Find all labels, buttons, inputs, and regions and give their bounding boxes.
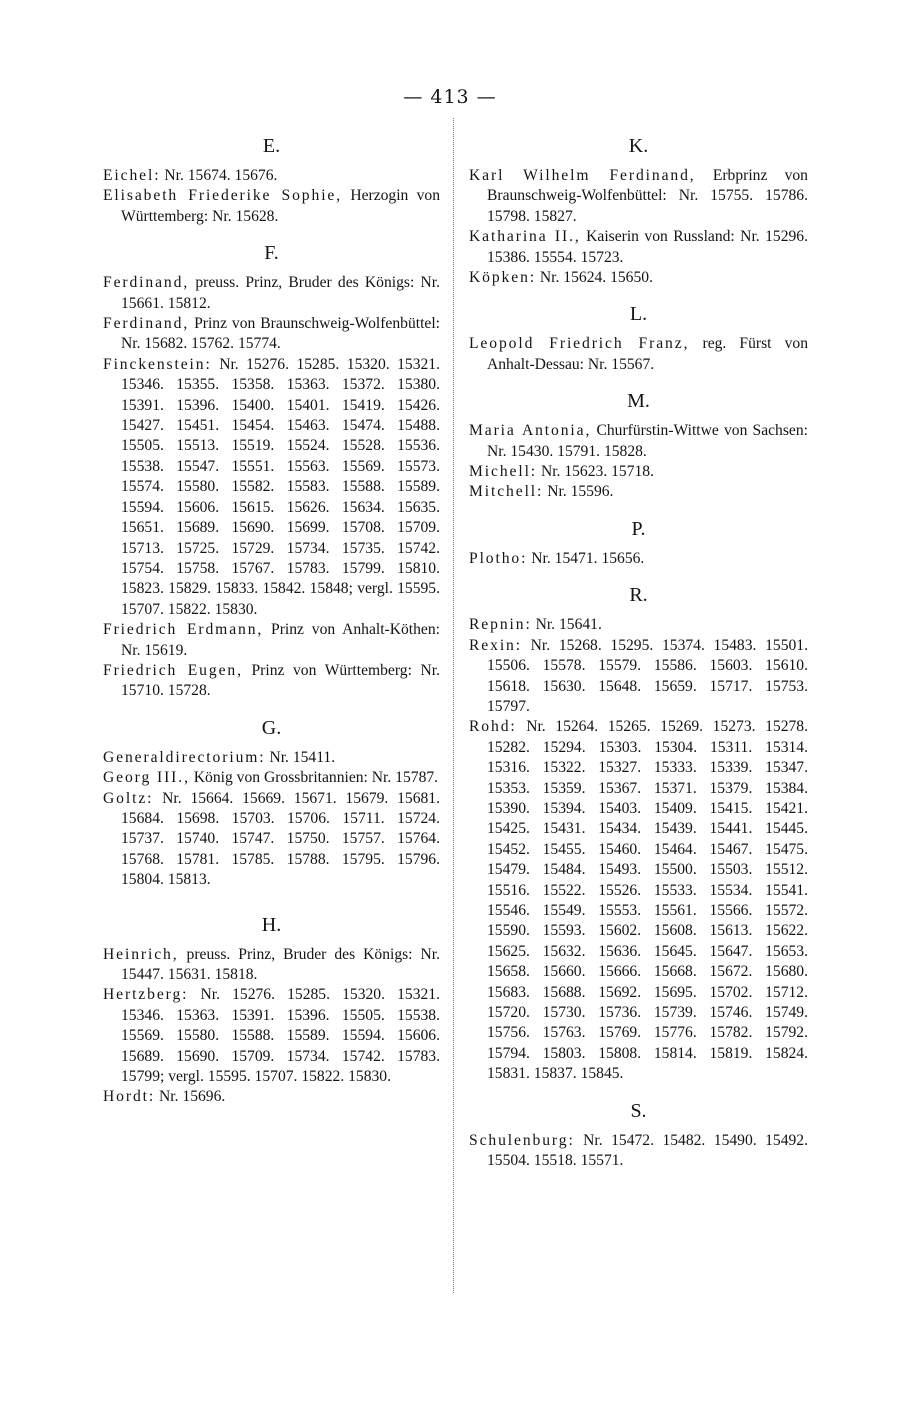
index-entry bbox=[469, 549, 808, 569]
entry-name: Heinrich, bbox=[103, 945, 179, 963]
entry-text: preuss. Prinz, Bruder des Königs: Nr. 15661. 15812. bbox=[121, 274, 441, 312]
entry-text: Nr. 15696. bbox=[159, 1088, 226, 1106]
entry-text: Nr. 15596. bbox=[547, 483, 614, 501]
entry-name: Leopold Friedrich Franz, bbox=[469, 335, 690, 353]
index-entry bbox=[103, 273, 440, 314]
entry-name: Friedrich Erdmann, bbox=[103, 621, 264, 639]
entry-name: Goltz: bbox=[103, 789, 154, 807]
entry-name: Maria Antonia, bbox=[469, 422, 592, 440]
entry-name: Mitchell: bbox=[469, 483, 544, 501]
index-entry bbox=[103, 945, 440, 986]
index-entry bbox=[103, 186, 440, 227]
entry-text: Prinz von Anhalt-Köthen: Nr. 15619. bbox=[121, 621, 440, 659]
index-entry bbox=[103, 166, 440, 186]
entry-name: Eichel: bbox=[103, 167, 161, 184]
entry-text: Prinz von Braunschweig-Wolfenbüttel: Nr. 15682. 15762. 15774. bbox=[121, 315, 440, 353]
index-entry bbox=[469, 334, 808, 375]
section-letter-l: L. bbox=[629, 303, 648, 326]
section-letter-h: H. bbox=[261, 913, 282, 936]
index-entry bbox=[469, 1131, 808, 1172]
entry-text: Nr. 15641. bbox=[535, 616, 602, 634]
index-entry bbox=[103, 748, 440, 768]
entry-text: Churfürstin-Wittwe von Sachsen: Nr. 15430. 15791. 15828. bbox=[487, 422, 808, 460]
entry-text: Nr. 15624. 15650. bbox=[539, 269, 653, 287]
page-number: — 413 — bbox=[403, 86, 497, 108]
section-letter-f: F. bbox=[264, 242, 279, 265]
index-entry bbox=[469, 166, 808, 227]
entry-name: Karl Wilhelm Ferdinand, bbox=[469, 167, 696, 184]
entry-text: Nr. 15276. 15285. 15320. 15321. 15346. 15363. 15391. 15396. 15505. 15538. 15569. 15580. 15588. 15589. 15594. 15606. 15689. 15690. 15709. 15734. 15742. 15783. 15799; vergl. 15595. 15707. 15822. 15830. bbox=[121, 986, 440, 1086]
right-column bbox=[469, 128, 808, 1171]
index-entry bbox=[469, 636, 808, 718]
entry-name: Ferdinand, bbox=[103, 315, 190, 333]
section-letter-s: S. bbox=[630, 1099, 647, 1122]
section-letter-e: E. bbox=[262, 135, 281, 157]
index-entry bbox=[469, 482, 808, 502]
entry-text: Nr. 15264. 15265. 15269. 15273. 15278. 15282. 15294. 15303. 15304. 15311. 15314. 15316. 15322. 15327. 15333. 15339. 15347. 15353. 15359. 15367. 15371. 15379. 15384. 15390. 15394. 15403. 15409. 15415. 15421. 15425. 15431. 15434. 15439. 15441. 15445. 15452. 15455. 15460. 15464. 15467. 15475. 15479. 15484. 15493. 15500. 15503. 15512. 15516. 15522. 15526. 15533. 15534. 15541. 15546. 15549. 15553. 15561. 15566. 15572. 15590. 15593. 15602. 15608. 15613. 15622. 15625. 15632. 15636. 15645. 15647. 15653. 15658. 15660. 15666. 15668. 15672. 15680. 15683. 15688. 15692. 15695. 15702. 15712. 15720. 15730. 15736. 15739. 15746. 15749. 15756. 15763. 15769. 15776. 15782. 15792. 15794. 15803. 15808. 15814. 15819. 15824. 15831. 15837. 15845. bbox=[487, 718, 808, 1083]
index-entry bbox=[103, 620, 440, 661]
entry-name: Köpken: bbox=[469, 269, 537, 287]
index-entry bbox=[469, 717, 808, 1084]
entry-name: Finckenstein: bbox=[103, 355, 212, 373]
left-column bbox=[103, 128, 440, 1108]
entry-text: Nr. 15411. bbox=[269, 748, 336, 766]
entry-text: Nr. 15472. 15482. 15490. 15492. 15504. 15518. 15571. bbox=[487, 1131, 808, 1170]
entry-text: Prinz von Württemberg: Nr. 15710. 15728. bbox=[121, 661, 440, 700]
entry-text: preuss. Prinz, Bruder des Königs: Nr. 15447. 15631. 15818. bbox=[121, 945, 440, 983]
entry-name: Hertzberg: bbox=[103, 986, 189, 1004]
entry-text: Erbprinz von Braunschweig-Wolfenbüttel: Nr. 15755. 15786. 15798. 15827. bbox=[487, 167, 808, 225]
index-entry bbox=[103, 985, 440, 1087]
entry-text: Nr. 15276. 15285. 15320. 15321. 15346. 15355. 15358. 15363. 15372. 15380. 15391. 15396. 15400. 15401. 15419. 15426. 15427. 15451. 15454. 15463. 15474. 15488. 15505. 15513. 15519. 15524. 15528. 15536. 15538. 15547. 15551. 15563. 15569. 15573. 15574. 15580. 15582. 15583. 15588. 15589. 15594. 15606. 15615. 15626. 15634. 15635. 15651. 15689. 15690. 15699. 15708. 15709. 15713. 15725. 15729. 15734. 15735. 15742. 15754. 15758. 15767. 15783. 15799. 15810. 15823. 15829. 15833. 15842. 15848; vergl. 15595. 15707. 15822. 15830. bbox=[121, 355, 440, 618]
entry-name: Georg III., bbox=[103, 769, 190, 787]
index-entry bbox=[103, 314, 440, 355]
entry-name: Elisabeth Friederike Sophie, bbox=[103, 187, 343, 205]
index-entry bbox=[103, 355, 440, 620]
index-entry bbox=[469, 421, 808, 462]
column-divider bbox=[453, 118, 454, 1293]
entry-name: Hordt: bbox=[103, 1088, 156, 1106]
entry-text: Nr. 15471. 15656. bbox=[531, 549, 645, 567]
section-letter-r: R. bbox=[629, 584, 648, 607]
entry-name: Generaldirectorium: bbox=[103, 748, 266, 766]
entry-name: Michell: bbox=[469, 463, 538, 481]
index-entry bbox=[469, 268, 808, 288]
entry-name: Ferdinand, bbox=[103, 274, 190, 292]
section-letter-m: M. bbox=[627, 390, 650, 413]
index-entry bbox=[103, 661, 440, 702]
entry-name: Rexin: bbox=[469, 636, 522, 654]
entry-text: Nr. 15664. 15669. 15671. 15679. 15681. 15684. 15698. 15703. 15706. 15711. 15724. 15737. 15740. 15747. 15750. 15757. 15764. 15768. 15781. 15785. 15788. 15795. 15796. 15804. 15813. bbox=[121, 789, 440, 889]
entry-text: Kaiserin von Russland: Nr. 15296. 15386. 15554. 15723. bbox=[487, 228, 808, 266]
entry-name: Friedrich Eugen, bbox=[103, 661, 243, 679]
entry-name: Plotho: bbox=[469, 549, 528, 567]
entry-name: Schulenburg: bbox=[469, 1131, 575, 1149]
entry-name: Rohd: bbox=[469, 718, 517, 736]
index-entry bbox=[103, 1087, 440, 1107]
entry-text: Nr. 15623. 15718. bbox=[540, 463, 655, 481]
index-entry bbox=[469, 462, 808, 482]
section-letter-k: K. bbox=[628, 135, 649, 157]
index-entry bbox=[469, 227, 808, 268]
entry-name: Repnin: bbox=[469, 616, 532, 634]
entry-text: Nr. 15268. 15295. 15374. 15483. 15501. 15506. 15578. 15579. 15586. 15603. 15610. 15618. 15630. 15648. 15659. 15717. 15753. 15797. bbox=[487, 636, 808, 715]
entry-text: reg. Fürst von Anhalt-Dessau: Nr. 15567. bbox=[487, 335, 808, 373]
index-entry bbox=[103, 768, 440, 788]
entry-text: Nr. 15674. 15676. bbox=[164, 167, 278, 184]
entry-text: Herzogin von Württemberg: Nr. 15628. bbox=[121, 187, 440, 225]
index-entry bbox=[469, 615, 808, 635]
entry-text: König von Grossbritannien: Nr. 15787. bbox=[193, 769, 439, 787]
entry-name: Katharina II., bbox=[469, 228, 581, 246]
section-letter-p: P. bbox=[631, 517, 646, 540]
index-entry bbox=[103, 789, 440, 891]
section-letter-g: G. bbox=[261, 716, 282, 739]
